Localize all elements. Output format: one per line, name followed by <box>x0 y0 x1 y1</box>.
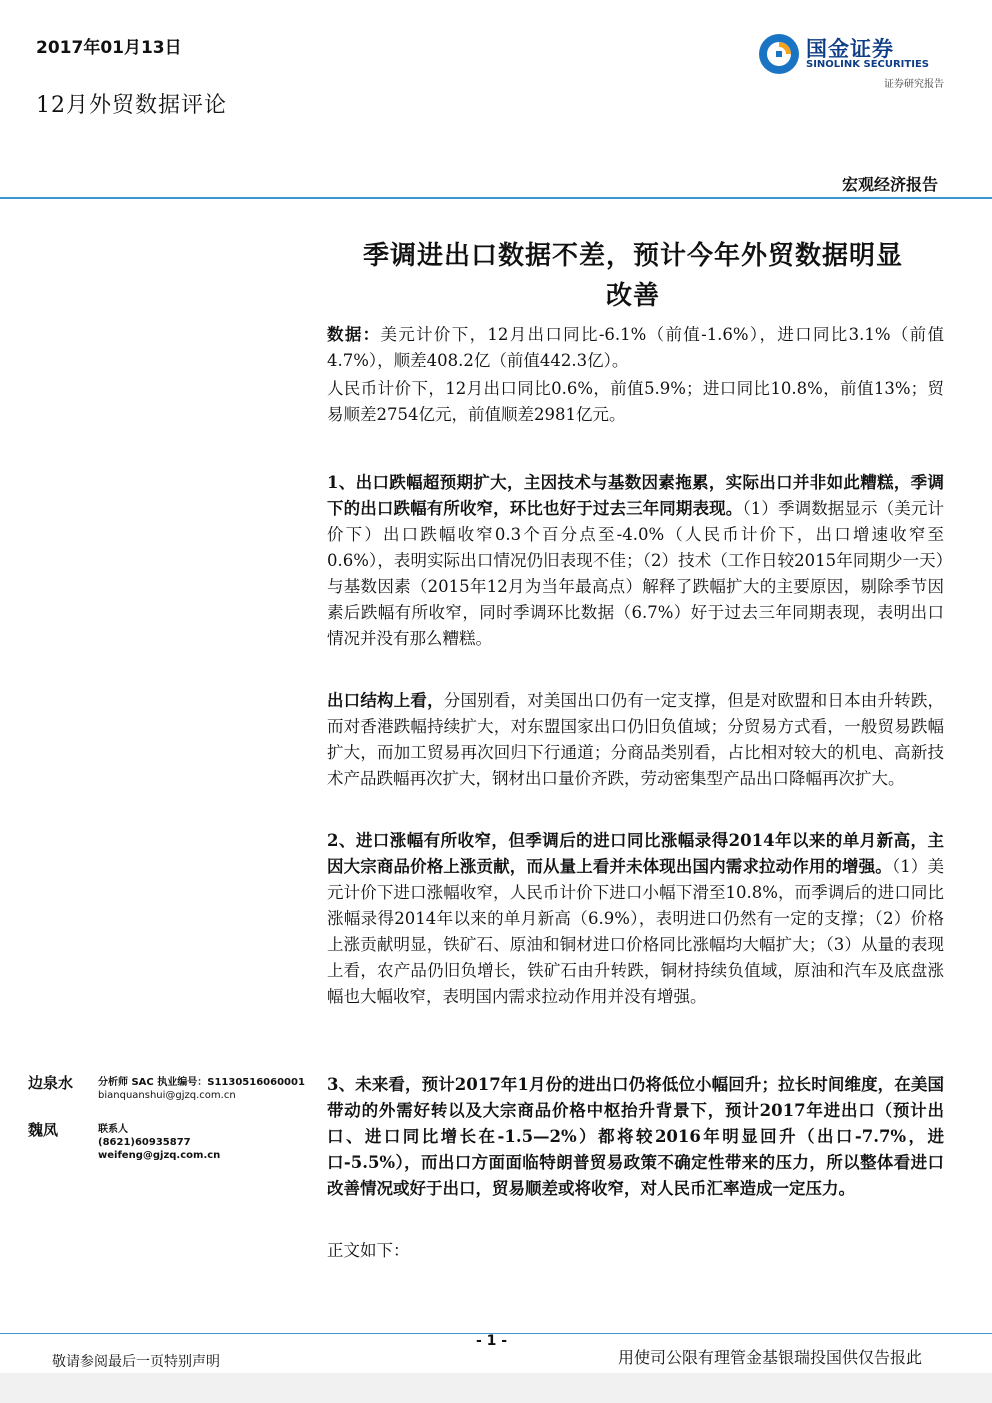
analyst-info <box>98 1076 305 1102</box>
report-title: 12月外贸数据评论 <box>36 93 227 118</box>
paragraph-lead: 3、未来看，预计2017年1月份的进出口仍将低位小幅回升；拉长时间维度，在美国带动的外需好转以及大宗商品价格中枢抬升背景下，预计2017年进出口（预计出口、进口同比增长在-1.5—2%）都将较2016年明显回升（出口-7.7%，进口-5.5%），而出口方面面临特朗普贸易政策不确定性带来的压力，所以整体看进口改善情况或好于出口，贸易顺差或将收窄，对人民币汇率造成一定压力。 <box>327 1075 944 1198</box>
logo-en-text: SINOLINK SECURITIES <box>806 59 929 70</box>
paragraph-export <box>327 470 944 652</box>
footer-watermark-band <box>0 1373 992 1403</box>
paragraph-outlook <box>327 1072 944 1202</box>
contact-label: 联系人 <box>98 1124 128 1135</box>
paragraph-main-text-intro <box>327 1238 944 1264</box>
paragraph-lead: 1、出口跌幅超预期扩大，主因技术与基数因素拖累，实际出口并非如此糟糕，季调下的出口跌幅有所收窄，环比也好于过去三年同期表现。 <box>327 473 944 518</box>
disclaimer-note: 敬请参阅最后一页特别声明 <box>52 1354 220 1370</box>
headline-line-1: 季调进出口数据不差，预计今年外贸数据明显 <box>362 241 903 271</box>
paragraph-data-rmb <box>327 376 944 428</box>
paragraph-lead: 出口结构上看， <box>327 691 444 710</box>
report-type: 宏观经济报告 <box>841 175 938 194</box>
paragraph-lead: 数据： <box>327 325 381 344</box>
page-number: - 1 - <box>476 1333 508 1349</box>
logo-cn-text: 国金证券 <box>806 37 894 61</box>
footer-usage-note: 用使司公限有理管金基银瑞投国供仅告报此 <box>618 1348 923 1367</box>
paragraph-import <box>327 828 944 1010</box>
report-date: 2017年01月13日 <box>36 38 182 58</box>
header-divider <box>0 197 992 199</box>
analyst-email: bianquanshui@gjzq.com.cn <box>98 1090 236 1101</box>
headline-line-2: 改善 <box>605 281 660 311</box>
analyst-sac-label: 分析师 SAC 执业编号： <box>98 1077 208 1088</box>
contact-email: weifeng@gjzq.com.cn <box>98 1150 221 1161</box>
contact-info <box>98 1123 220 1162</box>
paragraph-lead: 2、进口涨幅有所收窄，但季调后的进口同比涨幅录得2014年以来的单月新高，主因大宗商品价格上涨贡献，而从量上看并未体现出国内需求拉动作用的增强。 <box>327 831 944 876</box>
paragraph-data-usd <box>327 322 944 374</box>
paragraph-text: （1）美元计价下进口涨幅收窄，人民币计价下进口小幅下滑至10.8%，而季调后的进口同比涨幅录得2014年以来的单月新高（6.9%），表明进口仍然有一定的支撑；（2）价格上涨贡献明显，铁矿石、原油和铜材进口价格同比涨幅均大幅扩大；（3）从量的表现上看，农产品仍旧负增长，铁矿石由升转跌，铜材持续负值域，原油和汽车及底盘涨幅也大幅收窄，表明国内需求拉动作用并没有增强。 <box>327 857 944 1006</box>
analyst-sac-number: S1130516060001 <box>207 1077 305 1088</box>
analyst-name: 边泉水 <box>28 1074 74 1092</box>
paragraph-text: 正文如下： <box>327 1241 410 1260</box>
paragraph-text: （1）季调数据显示（美元计价下）出口跌幅收窄0.3个百分点至-4.0%（人民币计价下，出口增速收窄至0.6%），表明实际出口情况仍旧表现不佳；（2）技术（工作日较2015年同期少一天）与基数因素（2015年12月为当年最高点）解释了跌幅扩大的主要原因，剔除季节因素后跌幅有所收窄，同时季调环比数据（6.7%）好于过去三年同期表现，表明出口情况并没有那么糟糕。 <box>327 499 945 648</box>
paragraph-text: 分国别看，对美国出口仍有一定支撑，但是对欧盟和日本由升转跌，而对香港跌幅持续扩大，对东盟国家出口仍旧负值域；分贸易方式看，一般贸易跌幅扩大，而加工贸易再次回归下行通道；分商品类别看，占比相对较大的机电、高新技术产品跌幅再次扩大，钢材出口量价齐跌，劳动密集型产品出口降幅再次扩大。 <box>327 691 945 788</box>
sinolink-logo-icon <box>756 31 802 77</box>
contact-name: 魏凤 <box>28 1121 59 1139</box>
logo-subtitle: 证券研究报告 <box>884 79 944 90</box>
contact-phone: (8621)60935877 <box>98 1137 191 1148</box>
paragraph-text: 人民币计价下，12月出口同比0.6%，前值5.9%；进口同比10.8%，前值13%；贸易顺差2754亿元，前值顺差2981亿元。 <box>327 379 944 424</box>
paragraph-text: 美元计价下，12月出口同比-6.1%（前值-1.6%），进口同比3.1%（前值4.7%），顺差408.2亿（前值442.3亿）。 <box>327 325 944 370</box>
paragraph-export-structure <box>327 688 944 792</box>
headline <box>320 236 946 316</box>
